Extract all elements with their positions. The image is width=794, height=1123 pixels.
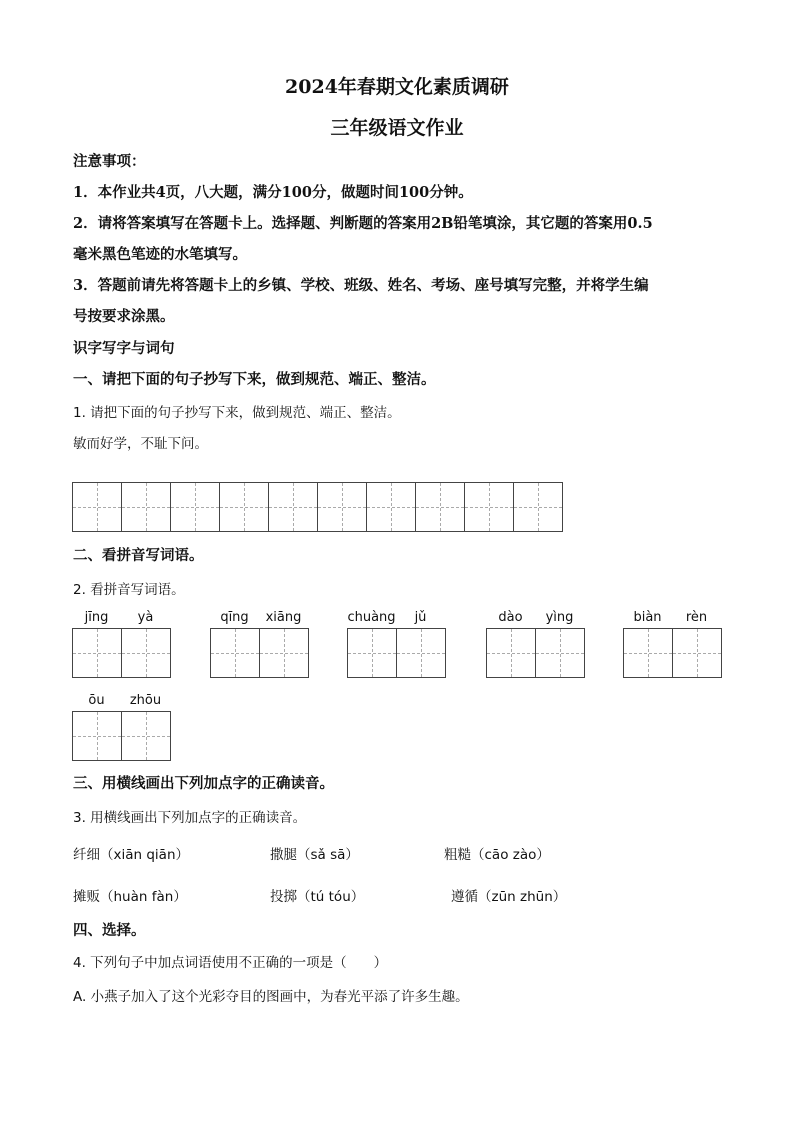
writing-cell[interactable] — [536, 628, 585, 678]
page-title: 2024年春期文化素质调研 — [285, 76, 509, 98]
pinyin-label: rèn — [685, 610, 708, 625]
section-label: 识字写字与词句 — [73, 340, 175, 357]
pinyin-word-item — [486, 610, 585, 678]
page-subtitle: 三年级语文作业 — [330, 117, 464, 139]
writing-cell[interactable] — [465, 482, 514, 532]
q4-heading: 四、选择。 — [73, 922, 146, 939]
q3-item[interactable]: 纤细（xiān qiān） — [73, 847, 190, 863]
writing-cell[interactable] — [211, 628, 260, 678]
pinyin-word-item — [72, 610, 171, 678]
pinyin-label: xiāng — [265, 610, 302, 625]
pinyin-row — [486, 610, 585, 628]
writing-cell[interactable] — [416, 482, 465, 532]
notes-item-1: 1．本作业共4页，八大题，满分100分，做题时间100分钟。 — [73, 184, 473, 201]
pinyin-row — [72, 610, 171, 628]
q3-item[interactable]: 投掷（tú tóu） — [270, 889, 365, 905]
character-grid[interactable] — [72, 628, 171, 678]
writing-cell[interactable] — [73, 482, 122, 532]
pinyin-label: yà — [137, 610, 154, 625]
q3-heading: 三、用横线画出下列加点字的正确读音。 — [73, 775, 334, 792]
writing-cell[interactable] — [318, 482, 367, 532]
q3-item[interactable]: 撒腿（sǎ sā） — [270, 847, 359, 863]
pinyin-label: ōu — [88, 693, 105, 708]
pinyin-row — [623, 610, 722, 628]
character-grid[interactable] — [72, 711, 171, 761]
q3-item[interactable]: 遵循（zūn zhūn） — [451, 889, 567, 905]
pinyin-label: biàn — [633, 610, 662, 625]
writing-cell[interactable] — [673, 628, 722, 678]
q3-item[interactable]: 粗糙（cāo zào） — [444, 847, 550, 863]
writing-cell[interactable] — [73, 628, 122, 678]
q4-prompt: 4. 下列句子中加点词语使用不正确的一项是（ ） — [73, 955, 388, 971]
pinyin-row — [72, 693, 171, 711]
q1-prompt: 1. 请把下面的句子抄写下来，做到规范、端正、整洁。 — [73, 405, 401, 421]
writing-cell[interactable] — [122, 482, 171, 532]
pinyin-label: zhōu — [129, 693, 162, 708]
writing-cell[interactable] — [348, 628, 397, 678]
q2-prompt: 2. 看拼音写词语。 — [73, 582, 185, 598]
pinyin-word-item — [72, 693, 171, 761]
writing-cell[interactable] — [269, 482, 318, 532]
notes-item-3b: 号按要求涂黑。 — [73, 308, 175, 325]
q3-prompt: 3. 用横线画出下列加点字的正确读音。 — [73, 810, 307, 826]
pinyin-label: jǔ — [414, 610, 427, 625]
writing-cell[interactable] — [260, 628, 309, 678]
character-grid[interactable] — [347, 628, 446, 678]
notes-item-2a: 2．请将答案填写在答题卡上。选择题、判断题的答案用2B铅笔填涂，其它题的答案用0.5 — [73, 215, 653, 232]
pinyin-label: qīng — [220, 610, 249, 625]
q1-heading: 一、请把下面的句子抄写下来，做到规范、端正、整洁。 — [73, 371, 436, 388]
writing-cell[interactable] — [367, 482, 416, 532]
writing-cell[interactable] — [122, 711, 171, 761]
pinyin-word-item — [347, 610, 446, 678]
writing-cell[interactable] — [171, 482, 220, 532]
pinyin-label: dào — [498, 610, 523, 625]
q1-sentence: 敏而好学，不耻下问。 — [73, 436, 208, 452]
q4-option-a[interactable]: A. 小燕子加入了这个光彩夺目的图画中，为春光平添了许多生趣。 — [73, 989, 469, 1005]
character-grid[interactable] — [623, 628, 722, 678]
writing-cell[interactable] — [73, 711, 122, 761]
notes-item-2b: 毫米黑色笔迹的水笔填写。 — [73, 246, 247, 263]
q3-item[interactable]: 摊贩（huàn fàn） — [73, 889, 187, 905]
pinyin-label: jīng — [84, 610, 109, 625]
pinyin-word-item — [210, 610, 309, 678]
pinyin-row — [210, 610, 309, 628]
writing-cell[interactable] — [624, 628, 673, 678]
pinyin-label: chuàng — [347, 610, 396, 625]
writing-cell[interactable] — [514, 482, 563, 532]
notes-item-3a: 3．答题前请先将答题卡上的乡镇、学校、班级、姓名、考场、座号填写完整，并将学生编 — [73, 277, 649, 294]
q2-heading: 二、看拼音写词语。 — [73, 547, 204, 564]
writing-cell[interactable] — [220, 482, 269, 532]
character-grid[interactable] — [486, 628, 585, 678]
notes-heading: 注意事项： — [73, 153, 146, 170]
writing-cell[interactable] — [122, 628, 171, 678]
pinyin-label: yìng — [545, 610, 574, 625]
writing-cell[interactable] — [487, 628, 536, 678]
pinyin-word-item — [623, 610, 722, 678]
writing-cell[interactable] — [397, 628, 446, 678]
character-grid[interactable] — [210, 628, 309, 678]
pinyin-row — [347, 610, 446, 628]
copy-writing-grid[interactable] — [72, 482, 563, 532]
